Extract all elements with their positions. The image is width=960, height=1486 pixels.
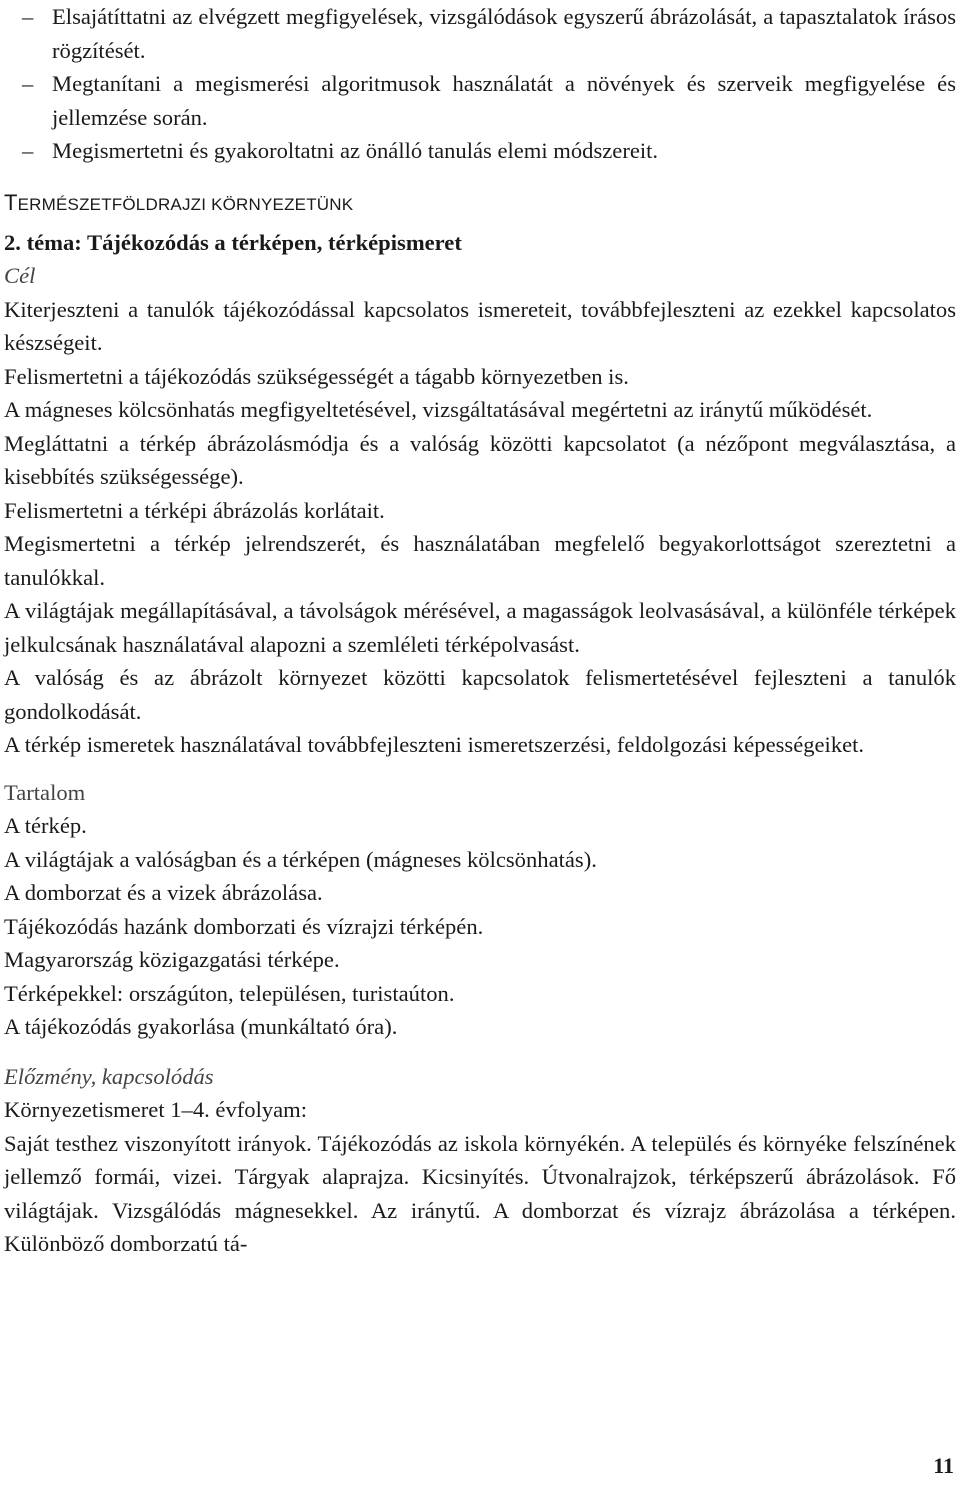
list-item: [4, 134, 956, 168]
content-item: A tájékozódás gyakorlása (munkáltató óra).: [4, 1014, 398, 1039]
prerequisite-heading: Előzmény, kapcsolódás: [4, 1063, 214, 1089]
page-content: [4, 0, 956, 1261]
list-item-text: Elsajátíttatni az elvégzett megfigyelések, vizsgálódások egyszerű ábrázolását, a tapasztalatok írásos rögzítését.: [52, 4, 956, 63]
goal-paragraph: Megláttatni a térkép ábrázolásmódja és a valóság közötti kapcsolatot (a nézőpont megválasztása, a kisebbítés szükségessége).: [4, 430, 956, 489]
prerequisite-paragraph: Saját testhez viszonyított irányok. Tájékozódás az iskola környékén. A település és környéke felszínének jellemző formái, vizei. Tárgyak alaprajza. Kicsinyítés. Útvonalrajzok, térképszerű ábrázolások. Fő világtájak. Vizsgálódás mágnesekkel. Az iránytű. A domborzat és vízrajz ábrázolása a térképen. Különböző domborzatú tá-: [4, 1130, 956, 1256]
dash-bullet: –: [22, 138, 34, 163]
content-item: A világtájak a valóságban és a térképen (mágneses kölcsönhatás).: [4, 846, 597, 872]
goal-paragraph: A világtájak megállapításával, a távolságok mérésével, a magasságok leolvasásával, a különféle térképek jelkulcsának használatával alapozni a szemléleti térképolvasást.: [4, 598, 956, 657]
goal-heading: Cél: [4, 263, 36, 288]
dash-bullet: –: [22, 4, 34, 29]
goal-paragraph: A mágneses kölcsönhatás megfigyeltetésével, vizsgáltatásával megértetni az iránytű működését.: [4, 397, 873, 422]
content-item: Térképekkel: országúton, településen, turistaúton.: [4, 980, 455, 1006]
list-item-text: Megismertetni és gyakoroltatni az önálló tanulás elemi módszereit.: [52, 138, 659, 163]
goal-paragraph: Felismertetni a térképi ábrázolás korlátait.: [4, 497, 385, 523]
goal-paragraph: A térkép ismeretek használatával továbbfejleszteni ismeretszerzési, feldolgozási képességeiket.: [4, 732, 865, 757]
section-heading-rest: ERMÉSZETFÖLDRAJZI KÖRNYEZETÜNK: [17, 194, 354, 214]
list-item-text: Megtanítani a megismerési algoritmusok használatát a növények és szerveik megfigyelése és jellemzése során.: [52, 71, 956, 130]
content-heading: Tartalom: [4, 779, 86, 805]
intro-list: [4, 0, 956, 168]
topic-heading: 2. téma: Tájékozódás a térképen, térképismeret: [4, 229, 462, 255]
section-heading-initial: T: [4, 189, 18, 215]
goal-paragraph: A valóság és az ábrázolt környezet közötti kapcsolatok felismertetésével fejleszteni a tanulók gondolkodását.: [4, 665, 956, 724]
goal-paragraph: Kiterjeszteni a tanulók tájékozódással kapcsolatos ismereteit, továbbfejleszteni az ezekkel kapcsolatos készségeit.: [4, 296, 956, 355]
prerequisite-line: Környezetismeret 1–4. évfolyam:: [4, 1097, 308, 1122]
goal-paragraph: Megismertetni a térkép jelrendszerét, és használatában megfelelő begyakorlottságot szereztetni a tanulókkal.: [4, 531, 956, 590]
content-item: Tájékozódás hazánk domborzati és vízrajzi térképén.: [4, 913, 484, 939]
content-item: Magyarország közigazgatási térképe.: [4, 947, 340, 972]
content-item: A domborzat és a vizek ábrázolása.: [4, 880, 323, 905]
content-list: [4, 809, 956, 1044]
dash-bullet: –: [22, 71, 34, 96]
section-heading: [4, 186, 956, 222]
content-item: A térkép.: [4, 813, 87, 838]
goal-paragraph: Felismertetni a tájékozódás szükségességét a tágabb környezetben is.: [4, 363, 629, 389]
list-item: [4, 67, 956, 134]
list-item: [4, 0, 956, 67]
page-number: 11: [933, 1453, 954, 1478]
goal-section: [4, 293, 956, 762]
